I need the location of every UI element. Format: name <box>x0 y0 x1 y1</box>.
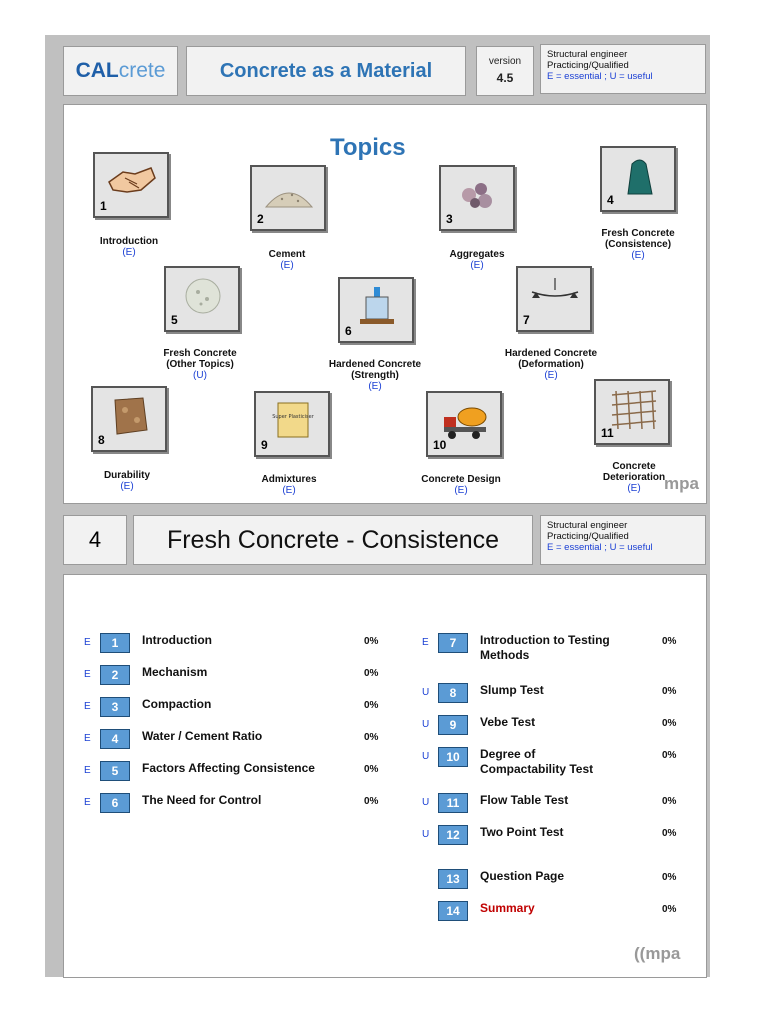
topic-label-admixtures: Admixtures (E) <box>261 474 317 496</box>
topic-label-cement: Cement (E) <box>268 249 306 271</box>
topic-label-introduction: Introduction (E) <box>99 236 159 258</box>
concrete-lump-icon <box>612 154 666 198</box>
item-button-13[interactable]: 13 <box>438 869 468 889</box>
list-item-slump-test[interactable]: U 8 Slump Test 0% <box>422 682 682 706</box>
topic-tile-hardened-strength[interactable]: 6 <box>338 277 414 343</box>
item-button-14[interactable]: 14 <box>438 901 468 921</box>
admixture-bag-icon <box>266 399 320 443</box>
list-item-factors-affecting-consistence[interactable]: E 5 Factors Affecting Consistence 0% <box>84 760 384 784</box>
item-button-2[interactable]: 2 <box>100 665 130 685</box>
list-item-two-point-test[interactable]: U 12 Two Point Test 0% <box>422 824 682 848</box>
section-title: Fresh Concrete - Consistence <box>133 515 533 565</box>
item-button-12[interactable]: 12 <box>438 825 468 845</box>
list-item-intro-testing-methods[interactable]: E 7 Introduction to Testing Methods 0% <box>422 633 677 662</box>
topic-tile-cement[interactable]: 2 <box>250 165 326 231</box>
topic-tile-durability[interactable]: 8 <box>91 386 167 452</box>
app-title: Concrete as a Material <box>186 46 466 96</box>
item-button-1[interactable]: 1 <box>100 633 130 653</box>
rebar-grid-icon <box>606 387 660 431</box>
beam-deflection-icon <box>528 274 582 314</box>
topic-label-durability: Durability (E) <box>103 470 151 492</box>
list-item-flow-table-test[interactable]: U 11 Flow Table Test 0% <box>422 792 682 816</box>
version-number: 4.5 <box>496 71 514 85</box>
calcrete-logo: CAL crete <box>63 46 178 96</box>
topic-label-fresh-concrete-consistence: Fresh Concrete (Consistence) (E) <box>601 228 675 261</box>
mpa-logo: ((mpa <box>634 944 681 963</box>
item-button-6[interactable]: 6 <box>100 793 130 813</box>
aggregates-icon <box>451 173 505 213</box>
version-label: version <box>488 56 522 67</box>
item-button-4[interactable]: 4 <box>100 729 130 749</box>
list-item-water-cement-ratio[interactable]: E 4 Water / Cement Ratio 0% <box>84 728 384 752</box>
list-item-need-for-control[interactable]: E 6 The Need for Control 0% <box>84 792 384 816</box>
topic-label-hardened-strength: Hardened Concrete (Strength) (E) <box>328 359 422 392</box>
topic-tile-hardened-deformation[interactable]: 7 <box>516 266 592 332</box>
item-button-3[interactable]: 3 <box>100 697 130 717</box>
section-number: 4 <box>63 515 127 565</box>
topic-tile-admixtures[interactable]: Super Plasticiser 9 <box>254 391 330 457</box>
mixer-truck-icon <box>438 399 492 443</box>
compression-test-icon <box>350 285 404 329</box>
topics-title: Topics <box>330 134 406 161</box>
list-item-compactability-test[interactable]: U 10 Degree of Compactability Test 0% <box>422 747 677 776</box>
list-item-introduction[interactable]: E 1 Introduction 0% <box>84 632 384 656</box>
topic-label-fresh-concrete-other: Fresh Concrete (Other Topics) (U) <box>163 348 237 381</box>
list-item-question-page[interactable]: 13 Question Page 0% <box>422 868 682 892</box>
list-item-compaction[interactable]: E 3 Compaction 0% <box>84 696 384 720</box>
topic-label-aggregates: Aggregates (E) <box>449 249 505 271</box>
topic-tile-introduction[interactable]: 1 <box>93 152 169 218</box>
list-item-summary[interactable]: 14 Summary 0% <box>422 900 682 924</box>
topic-tile-concrete-design[interactable]: 10 <box>426 391 502 457</box>
cement-pile-icon <box>262 173 316 213</box>
topic-tile-fresh-concrete-consistence[interactable]: 4 <box>600 146 676 212</box>
handshake-icon <box>105 160 159 200</box>
topic-tile-concrete-deterioration[interactable]: 11 <box>594 379 670 445</box>
mpa-watermark: mpa <box>664 474 699 493</box>
topic-tile-fresh-concrete-other[interactable]: 5 <box>164 266 240 332</box>
item-button-10[interactable]: 10 <box>438 747 468 767</box>
list-item-vebe-test[interactable]: U 9 Vebe Test 0% <box>422 714 682 738</box>
item-button-8[interactable]: 8 <box>438 683 468 703</box>
item-button-9[interactable]: 9 <box>438 715 468 735</box>
topic-tile-aggregates[interactable]: 3 <box>439 165 515 231</box>
concrete-sample-icon <box>176 274 230 318</box>
topic-label-concrete-deterioration: Concrete Deterioration (E) <box>602 461 666 494</box>
topic-label-hardened-deformation: Hardened Concrete (Deformation) (E) <box>504 348 598 381</box>
svg-text:Super Plasticiser: Super Plasticiser <box>272 414 314 420</box>
audience-legend: Structural engineer Practicing/Qualified E = essential ; U = useful <box>540 44 706 94</box>
item-button-7[interactable]: 7 <box>438 633 468 653</box>
concrete-block-icon <box>103 394 157 438</box>
list-item-mechanism[interactable]: E 2 Mechanism 0% <box>84 664 384 688</box>
item-button-5[interactable]: 5 <box>100 761 130 781</box>
version-box <box>476 46 534 96</box>
section-audience-legend: Structural engineer Practicing/Qualified E = essential ; U = useful <box>540 515 706 565</box>
item-button-11[interactable]: 11 <box>438 793 468 813</box>
topic-label-concrete-design: Concrete Design (E) <box>421 474 501 496</box>
